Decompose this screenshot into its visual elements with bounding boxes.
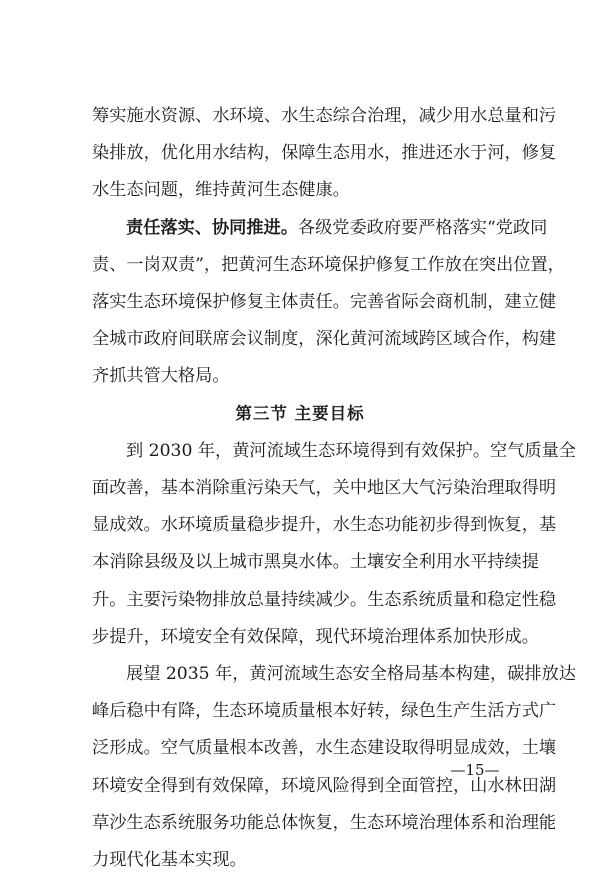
paragraph-4-line-1: 展望 2035 年，黄河流域生态安全格局基本构建，碳排放达	[126, 664, 576, 684]
paragraph-2-line-1	[126, 216, 548, 240]
paragraph-2-line-1-text: 各级党委政府要严格落实“党政同	[297, 218, 548, 238]
paragraph-4-line-6: 力现代化基本实现。	[92, 850, 247, 870]
paragraph-3-line-6: 步提升，环境安全有效保障，现代环境治理体系加快形成。	[92, 627, 539, 647]
paragraph-4-line-2: 峰后稳中有降，生态环境质量根本好转，绿色生产生活方式广	[92, 701, 557, 721]
paragraph-3-line-3: 显成效。水环境质量稳步提升，水生态功能初步得到恢复，基	[92, 515, 557, 535]
paragraph-2-line-3: 落实生态环境保护修复主体责任。完善省际会商机制，建立健	[92, 292, 557, 312]
paragraph-4-line-3: 泛形成。空气质量根本改善，水生态建设取得明显成效，土壤	[92, 738, 557, 758]
paragraph-1-line-2: 染排放，优化用水结构，保障生态用水，推进还水于河，修复	[92, 143, 557, 163]
paragraph-2-lead: 责任落实、协同推进。	[126, 218, 298, 238]
paragraph-4-line-5: 草沙生态系统服务功能总体恢复，生态环境治理体系和治理能	[92, 813, 557, 833]
page-number: —15—	[450, 761, 500, 779]
paragraph-1-line-3: 水生态问题，维持黄河生态健康。	[92, 180, 350, 200]
section-heading: 第三节 主要目标	[235, 404, 365, 423]
paragraph-4-line-4: 环境安全得到有效保障，环境风险得到全面管控，山水林田湖	[92, 776, 557, 796]
paragraph-2-line-4: 全城市政府间联席会议制度，深化黄河流域跨区域合作，构建	[92, 329, 557, 349]
paragraph-1-line-1: 筹实施水资源、水环境、水生态综合治理，减少用水总量和污	[92, 106, 557, 126]
paragraph-3-line-1: 到 2030 年，黄河流域生态环境得到有效保护。空气质量全	[126, 441, 576, 461]
paragraph-3-line-2: 面改善，基本消除重污染天气，关中地区大气污染治理取得明	[92, 478, 557, 498]
paragraph-3-line-5: 升。主要污染物排放总量持续减少。生态系统质量和稳定性稳	[92, 590, 557, 610]
paragraph-3-line-4: 本消除县级及以上城市黑臭水体。土壤安全利用水平持续提	[92, 552, 539, 572]
paragraph-2-line-5: 齐抓共管大格局。	[92, 366, 230, 386]
paragraph-2-line-2: 责、一岗双责”，把黄河生态环境保护修复工作放在突出位置，	[92, 255, 565, 275]
